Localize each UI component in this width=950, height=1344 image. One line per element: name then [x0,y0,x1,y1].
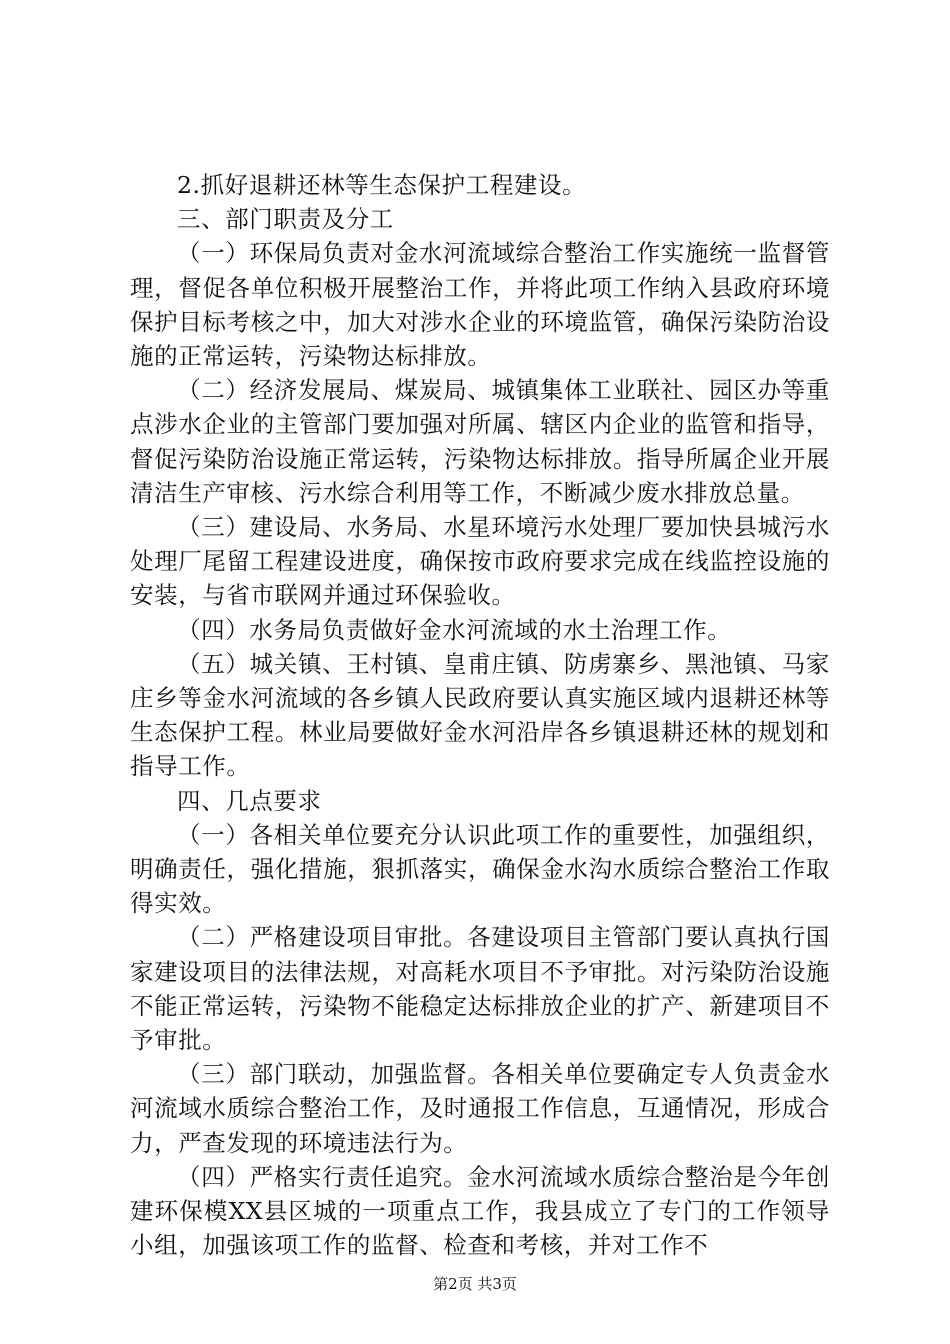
paragraph: （三）部门联动，加强监督。各相关单位要确定专人负责金水河流域水质综合整治工作，及时通报工作信息，互通情况，形成合力，严查发现的环境违法行为。 [130,1060,830,1157]
paragraph: （二）严格建设项目审批。各建设项目主管部门要认真执行国家建设项目的法律法规，对高耗水项目不予审批。对污染防治设施不能正常运转，污染物不能稳定达标排放企业的扩产、新建项目不予审批。 [130,923,830,1055]
paragraph: （三）建设局、水务局、水星环境污水处理厂要加快县城污水处理厂尾留工程建设进度，确保按市政府要求完成在线监控设施的安装，与省市联网并通过环保验收。 [130,513,830,610]
paragraph: （五）城关镇、王村镇、皇甫庄镇、防虏寨乡、黑池镇、马家庄乡等金水河流域的各乡镇人民政府要认真实施区域内退耕还林等生态保护工程。林业局要做好金水河沿岸各乡镇退耕还林的规划和指导工作。 [130,649,830,781]
paragraph: （一）各相关单位要充分认识此项工作的重要性，加强组织，明确责任，强化措施，狠抓落实，确保金水沟水质综合整治工作取得实效。 [130,820,830,918]
page-number-footer: 第2页 共3页 [433,1275,517,1293]
paragraph: （四）严格实行责任追究。金水河流域水质综合整治是今年创建环保模XX县区城的一项重点工作，我县成立了专门的工作领导小组，加强该项工作的监督、检查和考核，并对工作不 [130,1162,830,1260]
paragraph: （二）经济发展局、煤炭局、城镇集体工业联社、园区办等重点涉水企业的主管部门要加强对所属、辖区内企业的监管和指导，督促污染防治设施正常运转，污染物达标排放。指导所属企业开展清洁生产审核、污水综合利用等工作，不断减少废水排放总量。 [130,376,830,507]
paragraph: （一）环保局负责对金水河流域综合整治工作实施统一监督管理，督促各单位积极开展整治工作，并将此项工作纳入县政府环境保护目标考核之中，加大对涉水企业的环境监管，确保污染防治设施的正常运转，污染物达标排放。 [130,239,830,371]
section-heading: 四、几点要求 [177,786,322,815]
document-body [130,168,830,1263]
paragraph: （四）水务局负责做好金水河流域的水土治理工作。 [177,615,732,644]
paragraph: 2.抓好退耕还林等生态保护工程建设。 [177,171,587,199]
section-heading: 三、部门职责及分工 [177,205,394,234]
